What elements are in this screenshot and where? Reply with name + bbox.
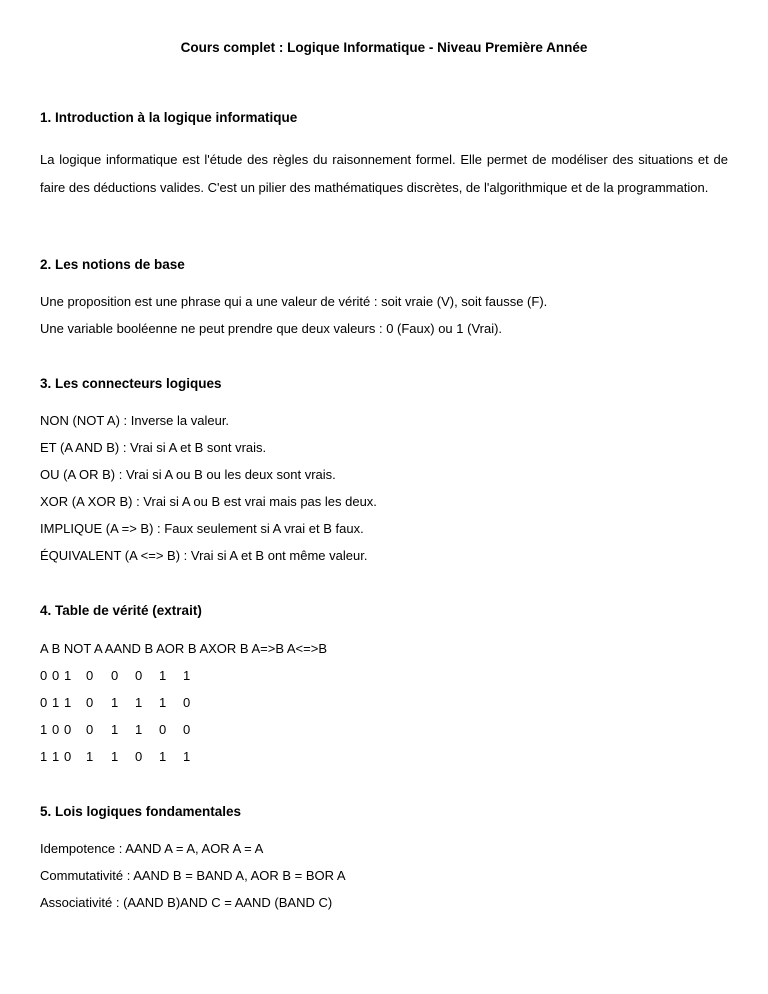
truth-table-cell: 1 [159, 695, 167, 710]
truth-table-cell: 0 [86, 668, 94, 683]
truth-table-cell: 1 [159, 749, 167, 764]
truth-table-cell: 1 [135, 722, 143, 737]
truth-table-cell: 0 [40, 695, 48, 710]
truth-table-cell: 1 [86, 749, 94, 764]
truth-table-cell: 0 [86, 722, 94, 737]
connector-line: OU (A OR B) : Vrai si A ou B ou les deux sont vrais. [40, 467, 336, 482]
truth-table-cell: 1 [52, 695, 60, 710]
document-title: Cours complet : Logique Informatique - Niveau Première Année [180, 40, 588, 55]
connector-line: ÉQUIVALENT (A <=> B) : Vrai si A et B ont même valeur. [40, 548, 368, 563]
connector-line: ET (A AND B) : Vrai si A et B sont vrais. [40, 440, 267, 455]
section-2-line: Une proposition est une phrase qui a une valeur de vérité : soit vraie (V), soit fausse (F). [40, 294, 548, 309]
section-4-heading: 4. Table de vérité (extrait) [40, 603, 202, 618]
truth-table-cell: 0 [40, 668, 48, 683]
truth-table-cell: 1 [183, 668, 191, 683]
truth-table-cell: 1 [64, 668, 72, 683]
truth-table-cell: 1 [40, 749, 48, 764]
truth-table-cell: 0 [64, 722, 72, 737]
truth-table-cell: 0 [52, 668, 60, 683]
truth-table-cell: 1 [135, 695, 143, 710]
truth-table-cell: 0 [64, 749, 72, 764]
law-line: Associativité : (AAND B)AND C = AAND (BAND C) [40, 895, 333, 910]
connector-line: NON (NOT A) : Inverse la valeur. [40, 413, 230, 428]
truth-table-cell: 1 [111, 749, 119, 764]
truth-table-cell: 0 [135, 668, 143, 683]
truth-table-cell: 1 [52, 749, 60, 764]
truth-table-cell: 1 [159, 668, 167, 683]
truth-table-cell: 0 [111, 668, 119, 683]
law-line: Idempotence : AAND A = A, AOR A = A [40, 841, 264, 856]
truth-table-cell: 1 [40, 722, 48, 737]
truth-table-cell: 0 [135, 749, 143, 764]
section-5-heading: 5. Lois logiques fondamentales [40, 804, 242, 819]
section-2-heading: 2. Les notions de base [40, 257, 185, 272]
section-1-paragraph: La logique informatique est l'étude des règles du raisonnement formel. Elle permet de modéliser des situations et de faire des déductions valides. C'est un pilier des mathématiques discrètes, de l'algorithmique et de la programmation. [40, 152, 728, 195]
section-2-line: Une variable booléenne ne peut prendre que deux valeurs : 0 (Faux) ou 1 (Vrai). [40, 321, 503, 336]
connector-line: XOR (A XOR B) : Vrai si A ou B est vrai mais pas les deux. [40, 494, 377, 509]
section-3-heading: 3. Les connecteurs logiques [40, 376, 222, 391]
truth-table-cell: 0 [52, 722, 60, 737]
truth-table-cell: 1 [64, 695, 72, 710]
truth-table-header: A B NOT A AAND B AOR B AXOR B A=>B A<=>B [40, 641, 327, 656]
truth-table-cell: 1 [111, 695, 119, 710]
law-line: Commutativité : AAND B = BAND A, AOR B = BOR A [40, 868, 346, 883]
connector-line: IMPLIQUE (A => B) : Faux seulement si A vrai et B faux. [40, 521, 364, 536]
truth-table-cell: 0 [159, 722, 167, 737]
section-1-heading: 1. Introduction à la logique informatique [40, 110, 298, 125]
truth-table-cell: 0 [183, 722, 191, 737]
truth-table-cell: 1 [111, 722, 119, 737]
truth-table-cell: 1 [183, 749, 191, 764]
truth-table-cell: 0 [86, 695, 94, 710]
truth-table-cell: 0 [183, 695, 191, 710]
